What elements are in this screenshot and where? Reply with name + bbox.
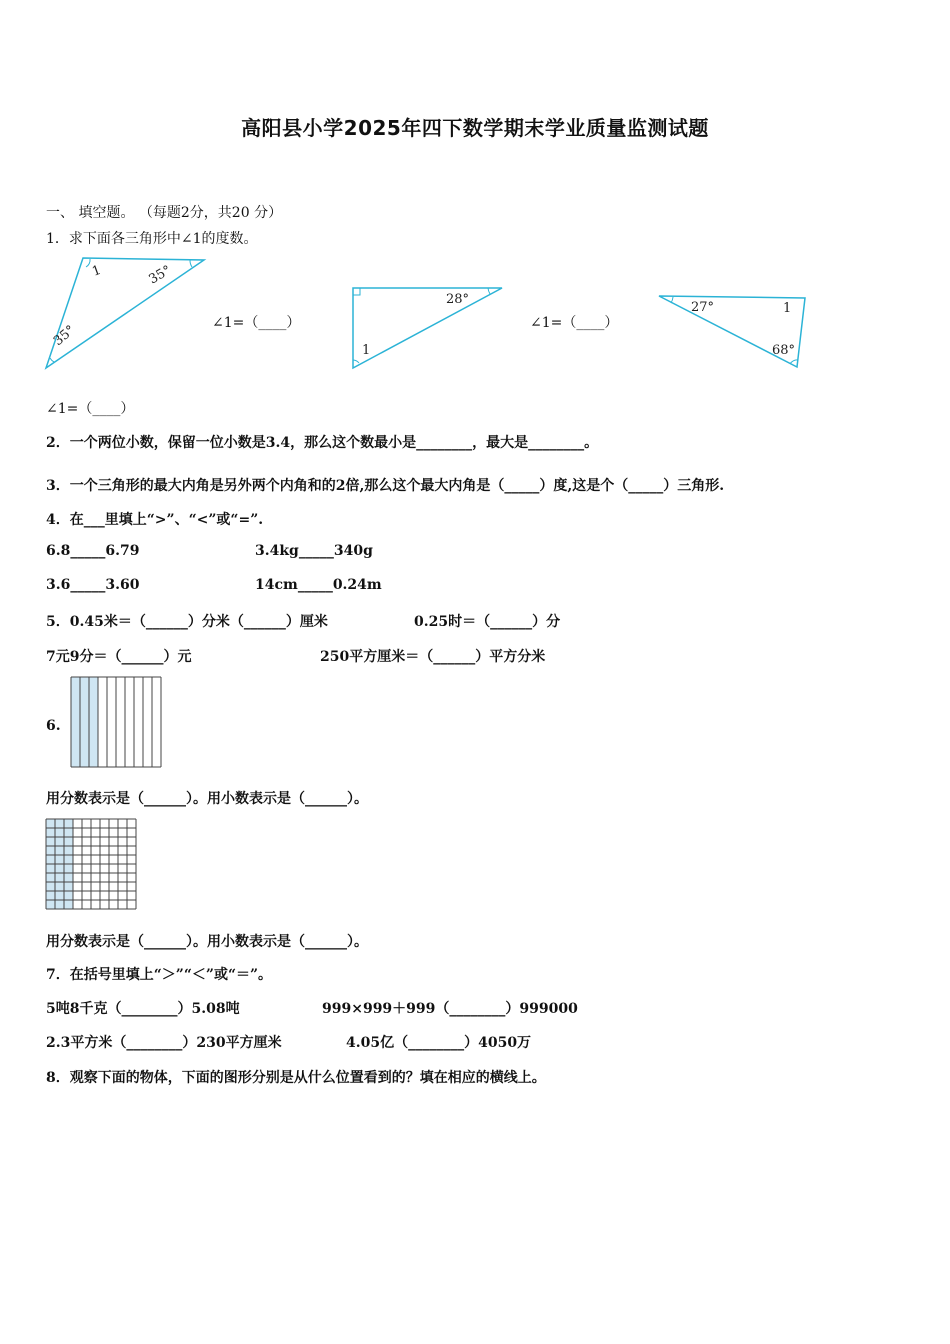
tri3-angle-1-label: 1 <box>783 301 792 316</box>
strip-grid-figure <box>70 676 162 768</box>
tri1-angle-35-bottom-label: 35° <box>50 322 79 350</box>
question-4c: 3.6_____3.60 <box>46 577 140 593</box>
tri1-angle-1-label: 1 <box>90 262 104 280</box>
strip-shaded-cell <box>71 677 80 767</box>
question-5c: 7元9分＝（______）元 <box>46 649 192 665</box>
strip-shaded-cell <box>80 677 89 767</box>
question-6-answer-2: 用分数表示是（______）。用小数表示是（______）。 <box>46 934 368 950</box>
question-5a: 5．0.45米＝（______）分米（______）厘米 <box>46 614 328 630</box>
question-6-label: 6. <box>46 718 61 734</box>
question-4a: 6.8_____6.79 <box>46 543 140 559</box>
question-1-text: 1．求下面各三角形中∠1的度数。 <box>46 231 258 247</box>
tri1-angle-35-top-label: 35° <box>146 262 174 288</box>
triangle-2-figure <box>350 284 510 374</box>
triangle-1-figure <box>40 254 210 374</box>
question-4b: 3.4kg_____340g <box>255 543 373 559</box>
section-heading: 一、 填空题。 （每题2分，共20 分） <box>46 205 283 221</box>
question-2: 2．一个两位小数，保留一位小数是3.4，那么这个数最小是________，最大是________。 <box>46 435 599 451</box>
square-grid-figure <box>45 818 137 910</box>
question-7-text: 7．在括号里填上“＞”“＜”或“＝”。 <box>46 967 273 983</box>
question-3: 3．一个三角形的最大内角是另外两个内角和的2倍,那么这个最大内角是（_____）度,这是个（_____）三角形. <box>46 478 725 494</box>
tri2-angle-1-label: 1 <box>362 343 371 358</box>
question-7a: 5吨8千克（________）5.08吨 <box>46 1001 240 1017</box>
strip-shaded-cell <box>89 677 98 767</box>
triangle-3-figure <box>655 292 815 372</box>
question-7d: 4.05亿（________）4050万 <box>346 1035 532 1051</box>
question-1-answer-3: ∠1=（____） <box>46 401 135 417</box>
question-5b: 0.25时＝（______）分 <box>414 614 561 630</box>
question-6-answer-1: 用分数表示是（______）。用小数表示是（______）。 <box>46 791 368 807</box>
tri3-angle-68-label: 68° <box>772 343 796 358</box>
question-7c: 2.3平方米（________）230平方厘米 <box>46 1035 282 1051</box>
tri3-angle-27-label: 27° <box>691 300 715 315</box>
question-5d: 250平方厘米＝（______）平方分米 <box>320 649 546 665</box>
page-title: 高阳县小学2025年四下数学期末学业质量监测试题 <box>241 116 709 140</box>
tri2-angle-28-label: 28° <box>446 292 470 307</box>
question-7b: 999×999＋999（________）999000 <box>322 1001 578 1017</box>
question-4d: 14cm_____0.24m <box>255 577 382 593</box>
question-1-answer-2: ∠1=（____） <box>530 315 619 331</box>
question-4-text: 4．在___里填上“>”、“<”或“=”. <box>46 512 264 528</box>
question-1-answer-1: ∠1=（____） <box>212 315 301 331</box>
question-8: 8．观察下面的物体，下面的图形分别是从什么位置看到的？填在相应的横线上。 <box>46 1070 546 1086</box>
